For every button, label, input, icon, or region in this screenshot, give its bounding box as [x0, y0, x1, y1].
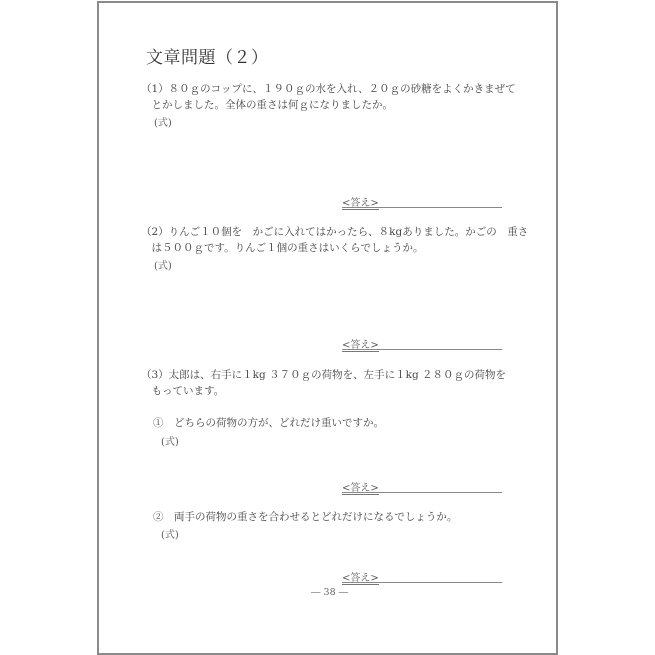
answer-label: <答え>: [342, 194, 379, 210]
answer-label: <答え>: [342, 479, 379, 495]
problem-2-line-1: （2）りんご１０個を かごに入れてはかったら、８kgありました。かごの 重さ: [141, 226, 529, 238]
subquestion-1: ① どちらの荷物の方が、どれだけ重いですか。: [153, 417, 384, 429]
subquestion-1-formula-label: (式): [161, 437, 179, 448]
problem-1-answer-field[interactable]: [342, 194, 502, 208]
problem-2-formula-label: (式): [154, 261, 172, 272]
subquestion-2: ② 両手の荷物の重さを合わせるとどれだけになるでしょうか。: [153, 511, 458, 523]
problem-2-answer-field[interactable]: [342, 336, 502, 350]
problem-1-formula-label: (式): [154, 118, 172, 129]
problem-2-line-2: は５００ｇです。りんご１個の重さはいくらでしょうか。: [141, 242, 424, 254]
worksheet-page: [97, 1, 558, 655]
subquestion-1-answer-field[interactable]: [342, 479, 502, 493]
problem-3-line-1: （3）太郎は、右手に１kg ３７０ｇの荷物を、左手に１kg ２８０ｇの荷物を: [141, 369, 507, 381]
page-title: 文章問題（２）: [146, 48, 269, 68]
answer-label: <答え>: [342, 569, 379, 585]
page-number: ― 38 ―: [311, 587, 349, 598]
problem-1-line-2: とかしました。全体の重さは何ｇになりましたか。: [141, 99, 393, 111]
subquestion-2-formula-label: (式): [161, 530, 179, 541]
subquestion-2-answer-field[interactable]: [342, 569, 502, 583]
problem-3-line-2: もっています。: [141, 385, 225, 397]
answer-label: <答え>: [342, 336, 379, 352]
problem-1-line-1: （1）８０ｇのコップに、１９０ｇの水を入れ、２０ｇの砂糖をよくかきまぜて: [141, 83, 516, 95]
